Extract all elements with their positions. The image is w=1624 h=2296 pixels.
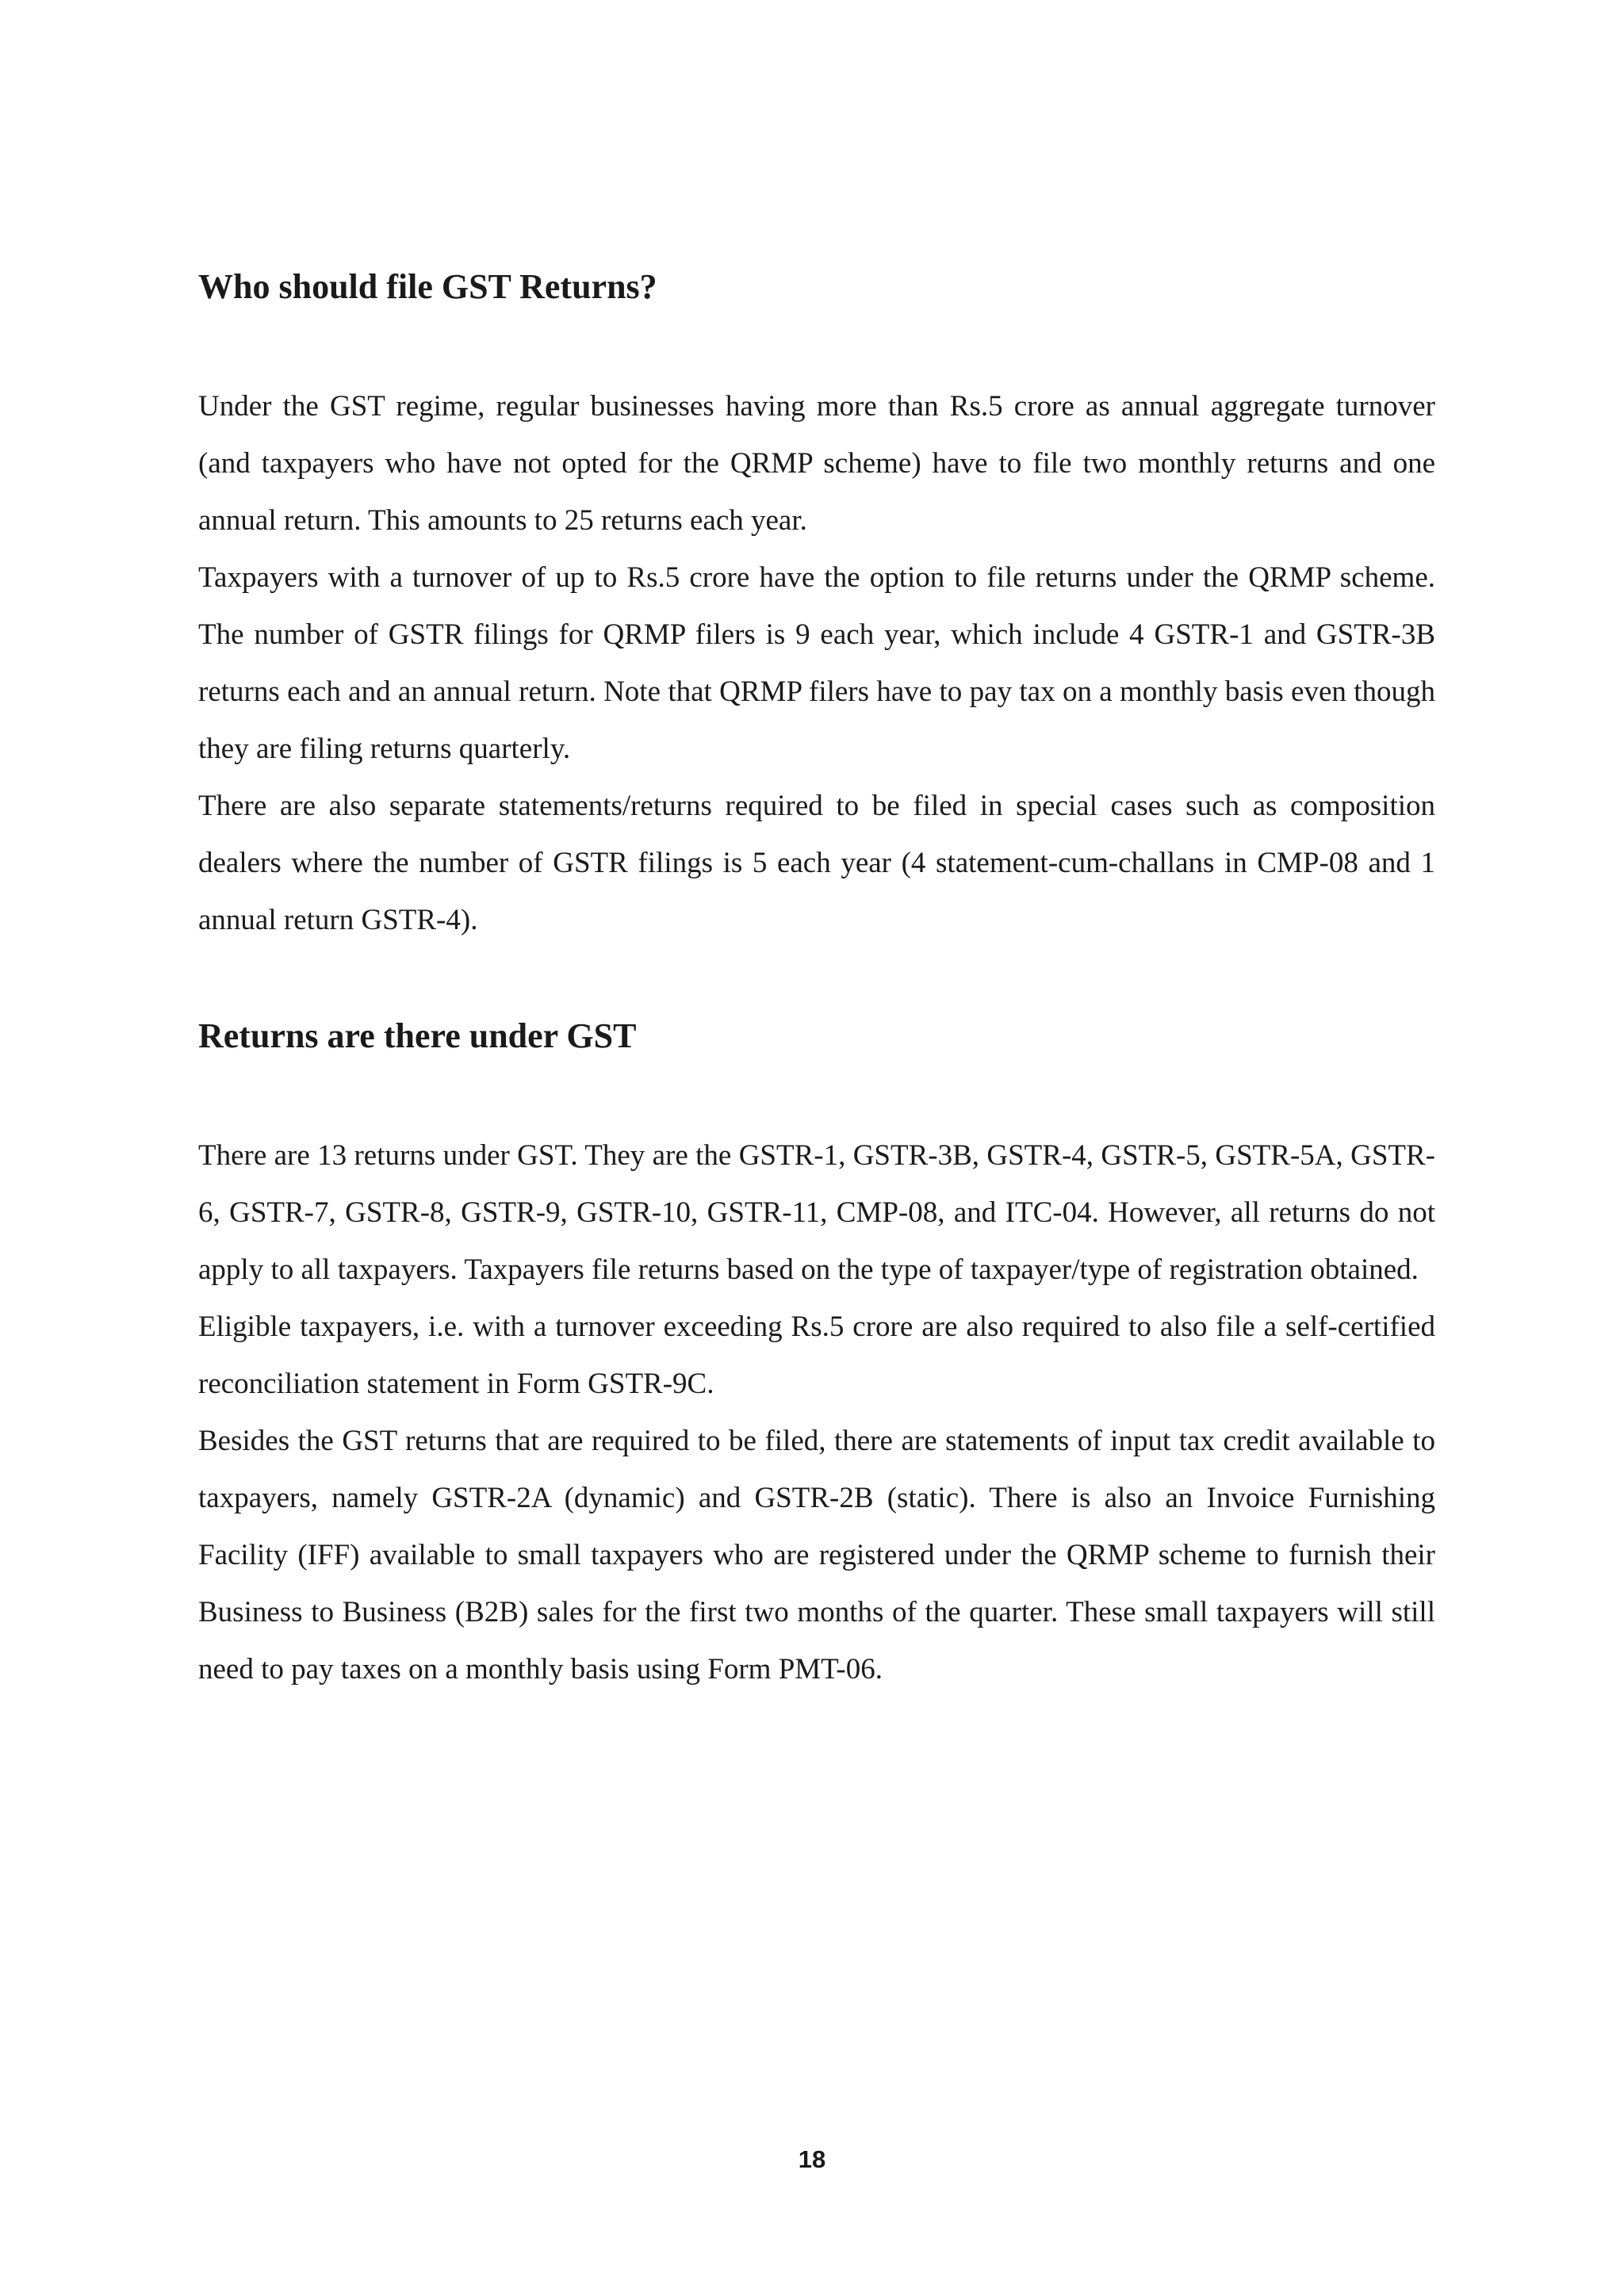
paragraph: Under the GST regime, regular businesses having more than Rs.5 crore as annual aggregate turnover (and taxpayers who have not opted for the QRMP scheme) have to file two monthly returns and one annual return. This amounts to 25 returns each year. [198, 390, 1435, 537]
page-number: 18 [798, 2145, 826, 2173]
paragraph: There are 13 returns under GST. They are the GSTR-1, GSTR-3B, GSTR-4, GSTR-5, GSTR-5A, GSTR-6, GSTR-7, GSTR-8, GSTR-9, GSTR-10, GSTR-11, CMP-08, and ITC-04. However, all returns do not apply to all taxpayers. Taxpayers file returns based on the type of taxpayer/type of registration obtained. [198, 1139, 1435, 1286]
section-heading-who-should-file: Who should file GST Returns? [198, 267, 657, 306]
section-body-returns-under-gst [198, 1127, 1435, 1698]
paragraph: Besides the GST returns that are required to be filed, there are statements of input tax credit available to taxpayers, namely GSTR-2A (dynamic) and GSTR-2B (static). There is also an Invoice Furnishing Facility (IFF) available to small taxpayers who are registered under the QRMP scheme to furnish their Business to Business (B2B) sales for the first two months of the quarter. These small taxpayers will still need to pay taxes on a monthly basis using Form PMT-06. [198, 1425, 1435, 1686]
section-heading-returns-under-gst: Returns are there under GST [198, 1016, 637, 1055]
paragraph: Taxpayers with a turnover of up to Rs.5 crore have the option to file returns under the QRMP scheme. The number of GSTR filings for QRMP filers is 9 each year, which include 4 GSTR-1 and GSTR-3B returns each and an annual return. Note that QRMP filers have to pay tax on a monthly basis even though they are filing returns quarterly. [198, 561, 1435, 765]
paragraph: Eligible taxpayers, i.e. with a turnover exceeding Rs.5 crore are also required to also file a self-certified reconciliation statement in Form GSTR-9C. [198, 1311, 1435, 1400]
section-body-who-should-file [198, 378, 1435, 949]
paragraph: There are also separate statements/returns required to be filed in special cases such as composition dealers where the number of GSTR filings is 5 each year (4 statement-cum-challans in CMP-08 and 1 annual return GSTR-4). [198, 790, 1435, 936]
